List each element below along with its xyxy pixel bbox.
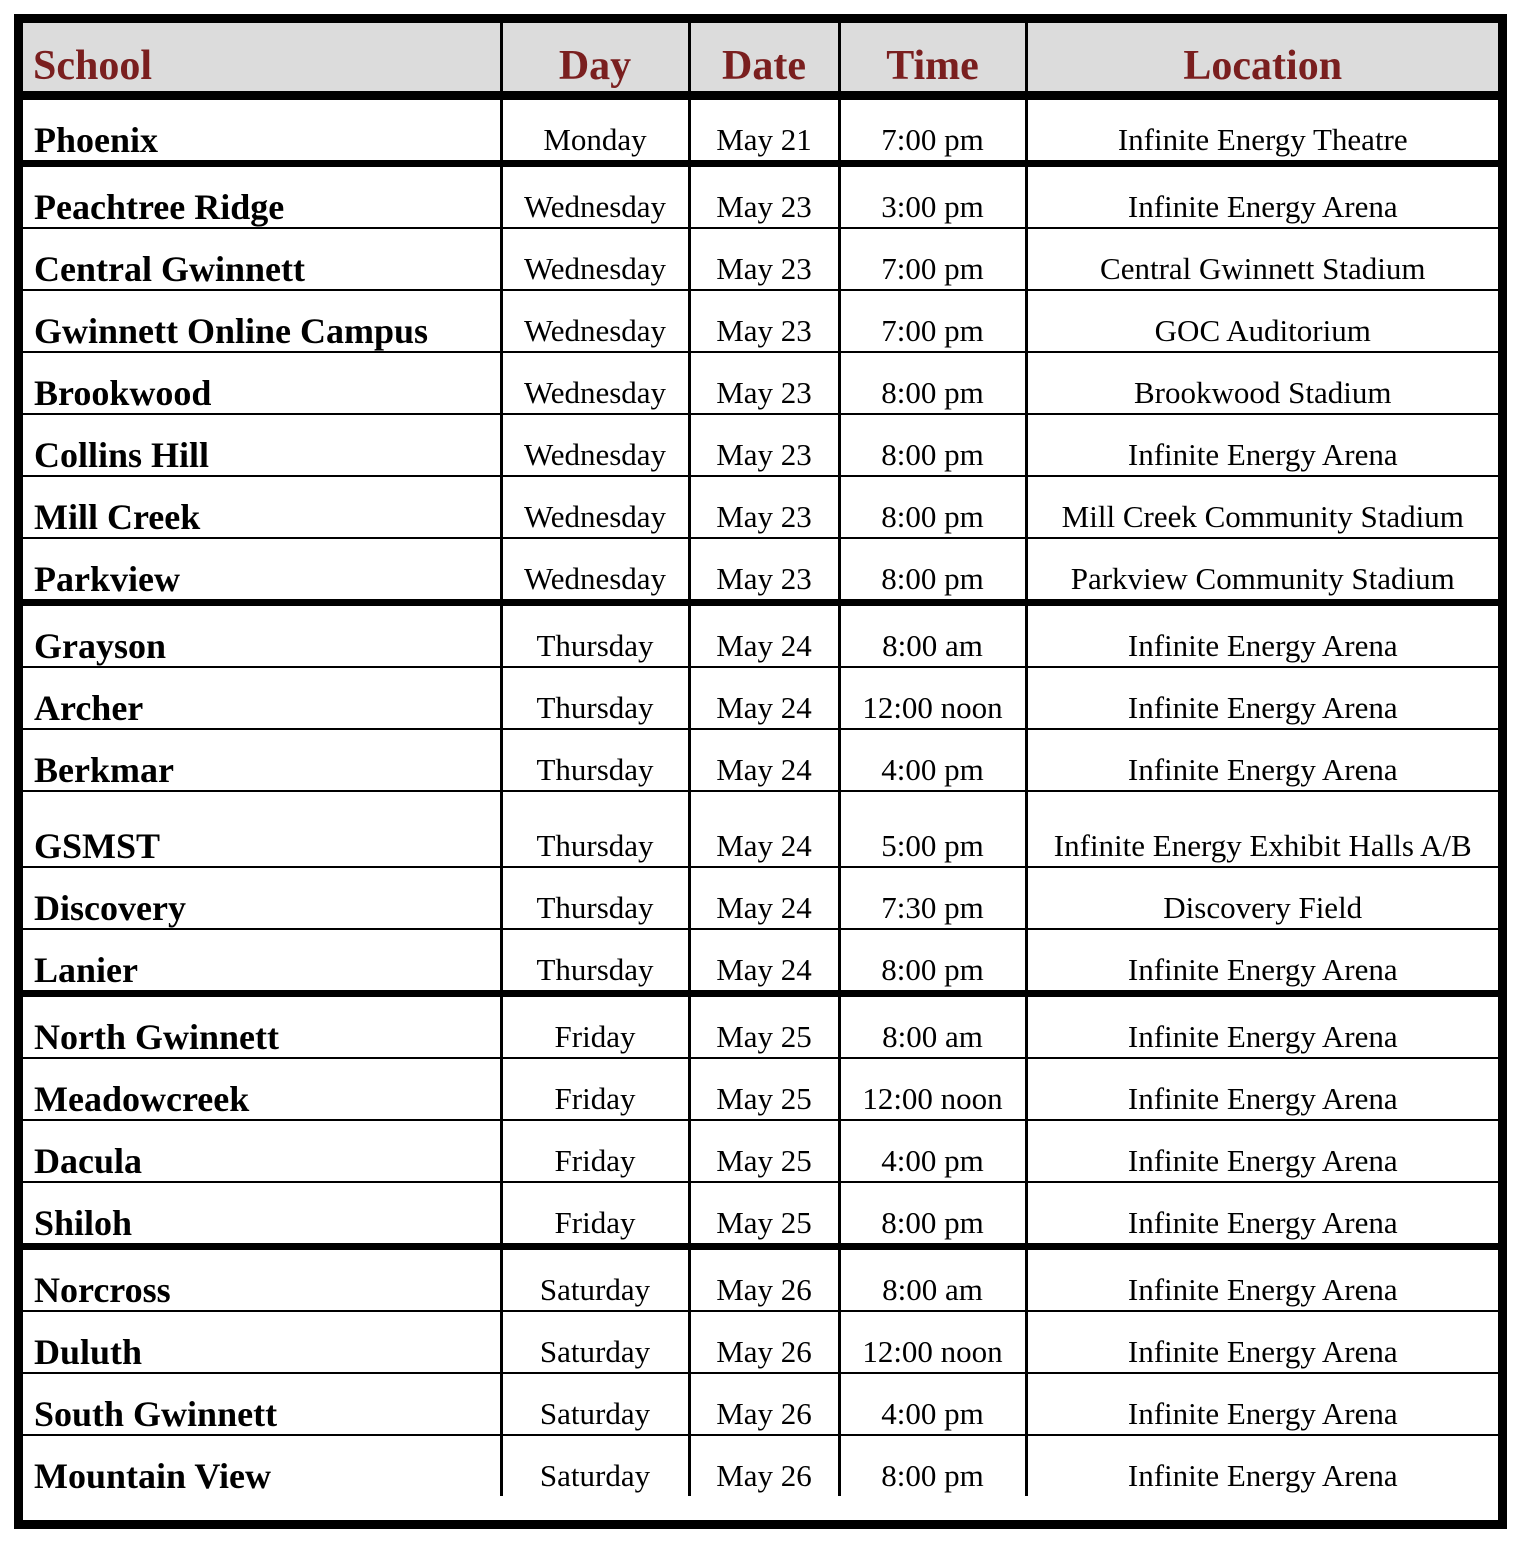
cell-school: Shiloh bbox=[23, 1182, 501, 1247]
cell-school: Parkview bbox=[23, 538, 501, 603]
cell-school: North Gwinnett bbox=[23, 994, 501, 1059]
cell-date: May 23 bbox=[689, 290, 839, 352]
cell-location: Parkview Community Stadium bbox=[1026, 538, 1498, 603]
header-school: School bbox=[23, 23, 501, 96]
cell-location: Infinite Energy Arena bbox=[1026, 1120, 1498, 1182]
cell-school: Brookwood bbox=[23, 352, 501, 414]
table-row bbox=[23, 96, 1498, 164]
cell-time: 8:00 pm bbox=[839, 929, 1026, 994]
table-row bbox=[23, 352, 1498, 414]
cell-location: Infinite Energy Arena bbox=[1026, 1058, 1498, 1120]
cell-time: 7:30 pm bbox=[839, 867, 1026, 929]
cell-location: Infinite Energy Arena bbox=[1026, 414, 1498, 476]
cell-date: May 23 bbox=[689, 352, 839, 414]
table-row bbox=[23, 1058, 1498, 1120]
schedule-table bbox=[23, 23, 1498, 1496]
cell-location: Infinite Energy Arena bbox=[1026, 929, 1498, 994]
cell-time: 8:00 pm bbox=[839, 352, 1026, 414]
cell-school: Collins Hill bbox=[23, 414, 501, 476]
cell-date: May 24 bbox=[689, 667, 839, 729]
cell-date: May 21 bbox=[689, 96, 839, 164]
cell-time: 8:00 pm bbox=[839, 476, 1026, 538]
cell-date: May 26 bbox=[689, 1311, 839, 1373]
table-row bbox=[23, 1182, 1498, 1247]
cell-school: Duluth bbox=[23, 1311, 501, 1373]
cell-day: Friday bbox=[501, 1182, 689, 1247]
cell-day: Wednesday bbox=[501, 352, 689, 414]
header-time: Time bbox=[839, 23, 1026, 96]
cell-location: Infinite Energy Arena bbox=[1026, 164, 1498, 229]
table-row bbox=[23, 228, 1498, 290]
cell-time: 8:00 am bbox=[839, 1247, 1026, 1312]
cell-date: May 26 bbox=[689, 1247, 839, 1312]
cell-time: 4:00 pm bbox=[839, 1120, 1026, 1182]
cell-time: 7:00 pm bbox=[839, 228, 1026, 290]
cell-time: 12:00 noon bbox=[839, 1058, 1026, 1120]
cell-date: May 23 bbox=[689, 414, 839, 476]
cell-date: May 24 bbox=[689, 603, 839, 668]
table-row bbox=[23, 603, 1498, 668]
cell-date: May 26 bbox=[689, 1435, 839, 1496]
table-row bbox=[23, 1311, 1498, 1373]
cell-day: Thursday bbox=[501, 667, 689, 729]
cell-school: Meadowcreek bbox=[23, 1058, 501, 1120]
cell-day: Saturday bbox=[501, 1311, 689, 1373]
table-row bbox=[23, 729, 1498, 791]
cell-day: Thursday bbox=[501, 867, 689, 929]
cell-school: Norcross bbox=[23, 1247, 501, 1312]
cell-date: May 24 bbox=[689, 729, 839, 791]
cell-time: 7:00 pm bbox=[839, 290, 1026, 352]
cell-time: 5:00 pm bbox=[839, 791, 1026, 867]
cell-day: Thursday bbox=[501, 603, 689, 668]
cell-school: Discovery bbox=[23, 867, 501, 929]
header-row bbox=[23, 23, 1498, 96]
cell-location: Infinite Energy Arena bbox=[1026, 994, 1498, 1059]
cell-location: Discovery Field bbox=[1026, 867, 1498, 929]
table-row bbox=[23, 414, 1498, 476]
cell-day: Saturday bbox=[501, 1247, 689, 1312]
table-row bbox=[23, 994, 1498, 1059]
cell-date: May 25 bbox=[689, 1120, 839, 1182]
cell-school: Berkmar bbox=[23, 729, 501, 791]
cell-time: 8:00 pm bbox=[839, 414, 1026, 476]
header-day: Day bbox=[501, 23, 689, 96]
cell-date: May 24 bbox=[689, 791, 839, 867]
cell-day: Friday bbox=[501, 1120, 689, 1182]
cell-time: 8:00 pm bbox=[839, 1182, 1026, 1247]
cell-location: Infinite Energy Arena bbox=[1026, 1311, 1498, 1373]
table-row bbox=[23, 791, 1498, 867]
cell-time: 7:00 pm bbox=[839, 96, 1026, 164]
cell-location: Infinite Energy Theatre bbox=[1026, 96, 1498, 164]
cell-date: May 24 bbox=[689, 867, 839, 929]
cell-school: Peachtree Ridge bbox=[23, 164, 501, 229]
cell-location: Infinite Energy Arena bbox=[1026, 1373, 1498, 1435]
header-date: Date bbox=[689, 23, 839, 96]
cell-date: May 23 bbox=[689, 476, 839, 538]
cell-day: Friday bbox=[501, 1058, 689, 1120]
cell-day: Wednesday bbox=[501, 538, 689, 603]
cell-date: May 25 bbox=[689, 994, 839, 1059]
cell-school: GSMST bbox=[23, 791, 501, 867]
cell-day: Wednesday bbox=[501, 414, 689, 476]
cell-school: Gwinnett Online Campus bbox=[23, 290, 501, 352]
cell-date: May 25 bbox=[689, 1182, 839, 1247]
graduation-schedule bbox=[14, 14, 1507, 1529]
cell-school: Central Gwinnett bbox=[23, 228, 501, 290]
cell-date: May 23 bbox=[689, 538, 839, 603]
cell-time: 8:00 pm bbox=[839, 1435, 1026, 1496]
cell-day: Thursday bbox=[501, 929, 689, 994]
table-row bbox=[23, 1247, 1498, 1312]
cell-day: Friday bbox=[501, 994, 689, 1059]
cell-location: Infinite Energy Arena bbox=[1026, 603, 1498, 668]
table-row bbox=[23, 1120, 1498, 1182]
cell-time: 12:00 noon bbox=[839, 667, 1026, 729]
table-row bbox=[23, 164, 1498, 229]
cell-location: Infinite Energy Exhibit Halls A/B bbox=[1026, 791, 1498, 867]
cell-school: Phoenix bbox=[23, 96, 501, 164]
cell-date: May 23 bbox=[689, 164, 839, 229]
cell-school: Mountain View bbox=[23, 1435, 501, 1496]
table-row bbox=[23, 929, 1498, 994]
cell-location: Infinite Energy Arena bbox=[1026, 1247, 1498, 1312]
cell-time: 12:00 noon bbox=[839, 1311, 1026, 1373]
cell-time: 3:00 pm bbox=[839, 164, 1026, 229]
cell-day: Thursday bbox=[501, 729, 689, 791]
cell-day: Saturday bbox=[501, 1435, 689, 1496]
cell-time: 8:00 am bbox=[839, 994, 1026, 1059]
cell-location: Infinite Energy Arena bbox=[1026, 729, 1498, 791]
cell-school: Lanier bbox=[23, 929, 501, 994]
cell-day: Monday bbox=[501, 96, 689, 164]
cell-time: 8:00 am bbox=[839, 603, 1026, 668]
cell-date: May 26 bbox=[689, 1373, 839, 1435]
cell-school: South Gwinnett bbox=[23, 1373, 501, 1435]
cell-day: Wednesday bbox=[501, 228, 689, 290]
cell-school: Archer bbox=[23, 667, 501, 729]
cell-day: Thursday bbox=[501, 791, 689, 867]
table-row bbox=[23, 1373, 1498, 1435]
cell-location: Infinite Energy Arena bbox=[1026, 1182, 1498, 1247]
cell-time: 8:00 pm bbox=[839, 538, 1026, 603]
cell-time: 4:00 pm bbox=[839, 729, 1026, 791]
table-row bbox=[23, 476, 1498, 538]
cell-time: 4:00 pm bbox=[839, 1373, 1026, 1435]
cell-day: Wednesday bbox=[501, 290, 689, 352]
header-location: Location bbox=[1026, 23, 1498, 96]
cell-school: Grayson bbox=[23, 603, 501, 668]
cell-date: May 25 bbox=[689, 1058, 839, 1120]
cell-day: Wednesday bbox=[501, 164, 689, 229]
cell-school: Dacula bbox=[23, 1120, 501, 1182]
cell-location: Infinite Energy Arena bbox=[1127, 1458, 1398, 1493]
cell-day: Wednesday bbox=[501, 476, 689, 538]
cell-location: Infinite Energy Arena bbox=[1026, 667, 1498, 729]
cell-school: Mill Creek bbox=[23, 476, 501, 538]
table-row bbox=[23, 667, 1498, 729]
cell-location: Mill Creek Community Stadium bbox=[1026, 476, 1498, 538]
table-row bbox=[23, 290, 1498, 352]
table-row bbox=[23, 1435, 1498, 1496]
cell-date: May 24 bbox=[689, 929, 839, 994]
table-row bbox=[23, 867, 1498, 929]
cell-day: Saturday bbox=[501, 1373, 689, 1435]
cell-location: GOC Auditorium bbox=[1026, 290, 1498, 352]
table-row bbox=[23, 538, 1498, 603]
cell-location: Central Gwinnett Stadium bbox=[1026, 228, 1498, 290]
cell-location: Brookwood Stadium bbox=[1026, 352, 1498, 414]
cell-date: May 23 bbox=[689, 228, 839, 290]
